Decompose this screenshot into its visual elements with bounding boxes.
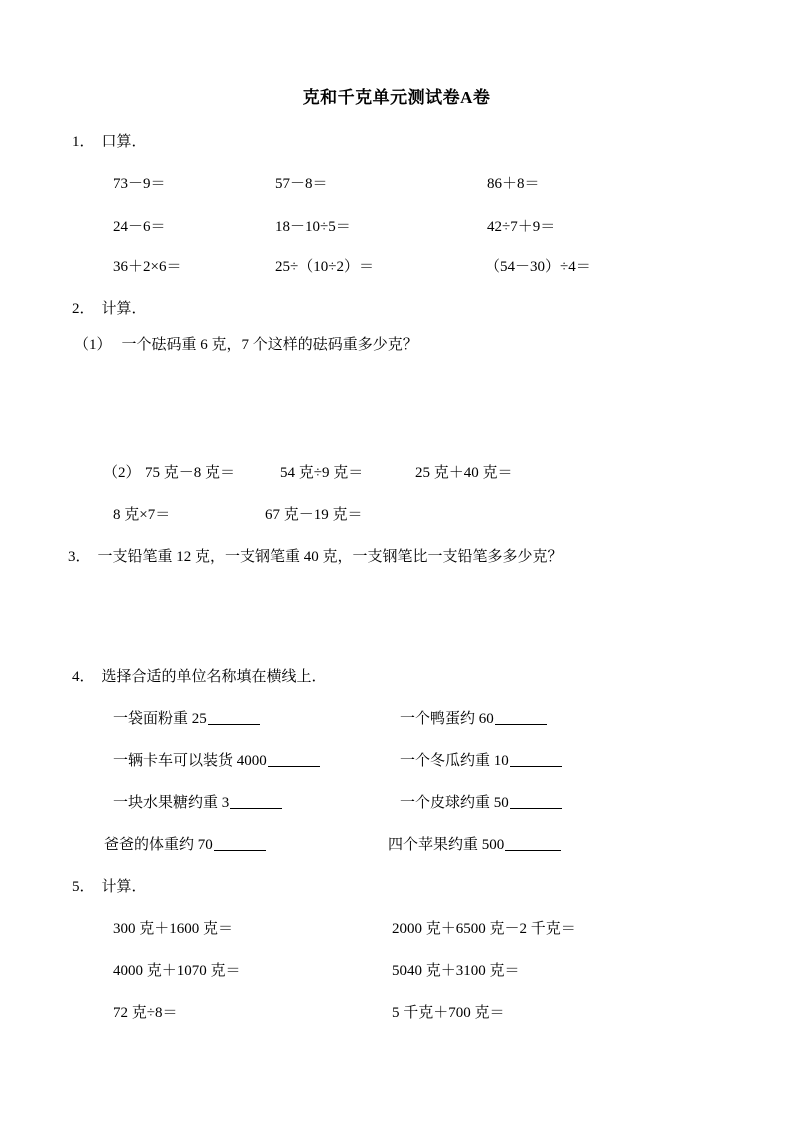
- q4-item-4-left: [104, 833, 266, 854]
- q2-sub2-label: （2）: [103, 465, 141, 481]
- q4-item-2-right: [400, 749, 562, 770]
- question-2-number: 2．: [72, 301, 95, 317]
- q1-r2-c3: 42÷7＋9＝: [487, 219, 556, 235]
- q2-r2-c2: 67 克－19 克＝: [265, 507, 363, 523]
- q1-r1-c1: 73－9＝: [113, 176, 166, 192]
- q4-item-2-left: [113, 749, 320, 770]
- question-4-heading: [72, 665, 327, 686]
- question-3-number: 3．: [68, 549, 91, 565]
- q4-item-4-right-text: 四个苹果约重 500: [388, 837, 505, 853]
- q4-item-1-right-text: 一个鸭蛋约 60: [400, 711, 494, 727]
- q1-r1-c2: 57－8＝: [275, 176, 328, 192]
- question-2-sub1: [74, 333, 418, 354]
- q4-item-1-right: [400, 707, 547, 728]
- q5-r1-c1: 300 克＋1600 克＝: [113, 921, 234, 937]
- question-1-number: 1．: [72, 134, 95, 150]
- q4-item-1-left-text: 一袋面粉重 25: [113, 711, 207, 727]
- q2-r1-c2: 54 克÷9 克＝: [280, 465, 364, 481]
- q4-item-2-right-blank[interactable]: [510, 752, 562, 767]
- question-5-prompt: 计算．: [101, 879, 147, 895]
- q1-r3-c2: 25÷（10÷2）＝: [275, 259, 374, 275]
- q1-r2-c1: 24－6＝: [113, 219, 166, 235]
- q5-r1-c2: 2000 克＋6500 克－2 千克＝: [392, 921, 576, 937]
- question-4-number: 4．: [72, 669, 95, 685]
- q2-r1-c3: 25 克＋40 克＝: [415, 465, 513, 481]
- q4-item-2-left-blank[interactable]: [268, 752, 320, 767]
- q5-r2-c2: 5040 克＋3100 克＝: [392, 963, 520, 979]
- question-1-heading: [72, 130, 147, 151]
- q4-item-2-right-text: 一个冬瓜约重 10: [400, 753, 509, 769]
- question-5-heading: [72, 875, 147, 896]
- question-5-number: 5．: [72, 879, 95, 895]
- q4-item-4-left-blank[interactable]: [214, 836, 266, 851]
- q4-item-4-left-text: 爸爸的体重约 70: [104, 837, 213, 853]
- q5-r3-c2: 5 千克＋700 克＝: [392, 1005, 505, 1021]
- q4-item-3-left-text: 一块水果糖约重 3: [113, 795, 230, 811]
- question-2-heading: [72, 297, 147, 318]
- q2-sub1-label: （1）: [74, 337, 112, 353]
- q1-r3-c3: （54－30）÷4＝: [485, 259, 591, 275]
- q2-r1-c1: 75 克－8 克＝: [145, 465, 236, 481]
- q4-item-3-right-text: 一个皮球约重 50: [400, 795, 509, 811]
- q2-r2-c1: 8 克×7＝: [113, 507, 171, 523]
- question-3-heading: [68, 545, 563, 566]
- q4-item-1-right-blank[interactable]: [495, 710, 547, 725]
- q2-sub1-text: 一个砝码重 6 克，7 个这样的砝码重多少克？: [121, 337, 418, 353]
- question-4-prompt: 选择合适的单位名称填在横线上．: [101, 669, 327, 685]
- q1-r1-c3: 86＋8＝: [487, 176, 540, 192]
- question-1-prompt: 口算．: [101, 134, 147, 150]
- q4-item-3-left-blank[interactable]: [230, 794, 282, 809]
- q5-r3-c1: 72 克÷8＝: [113, 1005, 178, 1021]
- q4-item-2-left-text: 一辆卡车可以装货 4000: [113, 753, 267, 769]
- question-2-prompt: 计算．: [101, 301, 147, 317]
- q1-r3-c1: 36＋2×6＝: [113, 259, 182, 275]
- q4-item-1-left-blank[interactable]: [208, 710, 260, 725]
- q4-item-4-right: [388, 833, 561, 854]
- question-3-prompt: 一支铅笔重 12 克，一支钢笔重 40 克，一支钢笔比一支铅笔多多少克？: [97, 549, 563, 565]
- page-title: 克和千克单元测试卷A卷: [302, 88, 491, 107]
- q1-r2-c2: 18－10÷5＝: [275, 219, 351, 235]
- q4-item-3-left: [113, 791, 282, 812]
- q4-item-3-right-blank[interactable]: [510, 794, 562, 809]
- q5-r2-c1: 4000 克＋1070 克＝: [113, 963, 241, 979]
- q4-item-3-right: [400, 791, 562, 812]
- q4-item-1-left: [113, 707, 260, 728]
- q4-item-4-right-blank[interactable]: [505, 836, 561, 851]
